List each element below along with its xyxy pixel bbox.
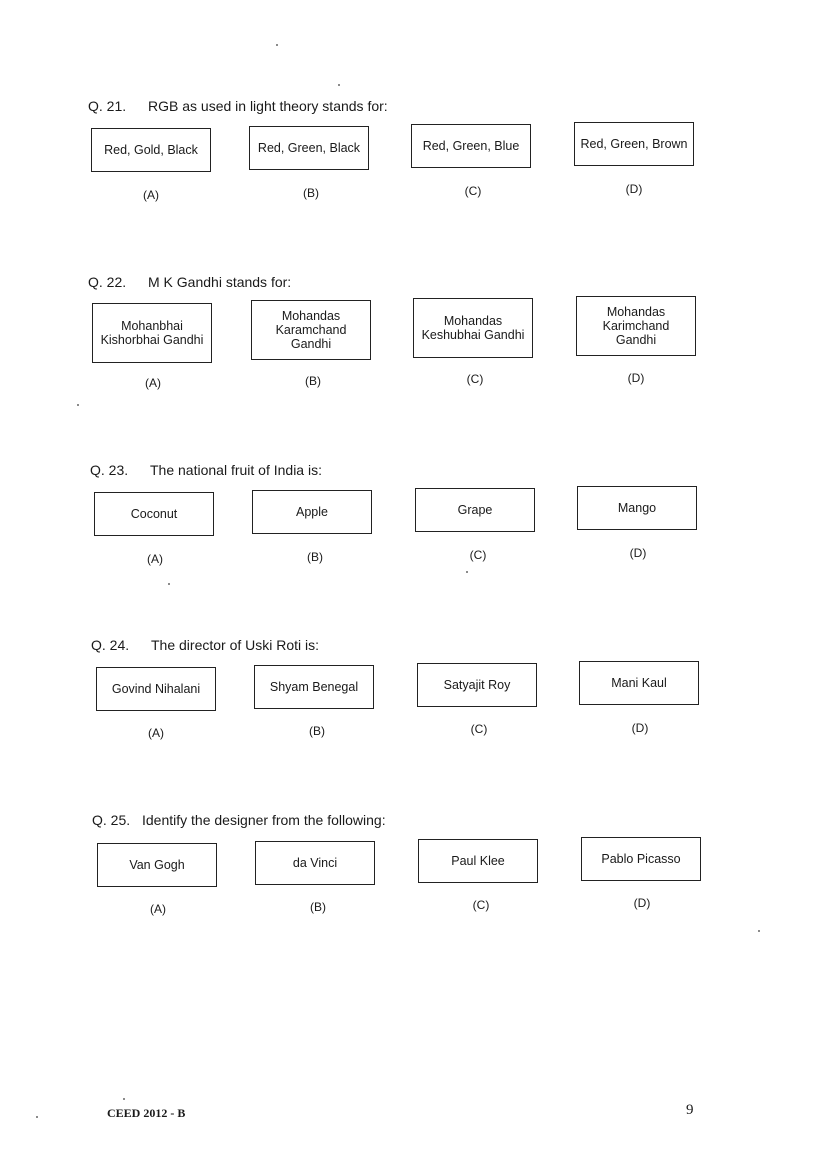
option-letter-b: (B) [310, 900, 326, 914]
scan-speck [276, 44, 278, 46]
option-letter-c: (C) [469, 548, 487, 562]
option-box-d[interactable]: Pablo Picasso [581, 837, 701, 881]
question-number: Q. 22. [88, 274, 127, 290]
scan-speck [36, 1116, 38, 1118]
option-letter-a: (A) [148, 726, 164, 740]
option-box-b[interactable]: da Vinci [255, 841, 375, 885]
option-box-c[interactable]: Mohandas Keshubhai Gandhi [413, 298, 533, 358]
page-number: 9 [686, 1102, 694, 1118]
option-letter-d: (D) [625, 182, 643, 196]
question-text: The national fruit of India is: [150, 462, 322, 478]
option-box-a[interactable]: Red, Gold, Black [91, 128, 211, 172]
scan-speck [123, 1098, 125, 1100]
option-letter-d: (D) [629, 546, 647, 560]
scan-speck [338, 84, 340, 86]
option-letter-d: (D) [631, 721, 649, 735]
option-letter-a: (A) [145, 376, 161, 390]
option-box-d[interactable]: Mohandas Karimchand Gandhi [576, 296, 696, 356]
scan-speck [168, 583, 170, 585]
option-box-a[interactable]: Mohanbhai Kishorbhai Gandhi [92, 303, 212, 363]
option-letter-c: (C) [470, 722, 488, 736]
question-header [92, 812, 386, 828]
option-letter-c: (C) [464, 184, 482, 198]
option-box-a[interactable]: Coconut [94, 492, 214, 536]
scan-speck [466, 571, 468, 573]
option-letter-a: (A) [150, 902, 166, 916]
question-number: Q. 23. [90, 462, 129, 478]
option-box-d[interactable]: Mango [577, 486, 697, 530]
option-box-a[interactable]: Govind Nihalani [96, 667, 216, 711]
scan-speck [77, 404, 79, 406]
question-number: Q. 24. [91, 637, 130, 653]
option-box-b[interactable]: Mohandas Karamchand Gandhi [251, 300, 371, 360]
option-box-b[interactable]: Shyam Benegal [254, 665, 374, 709]
option-letter-b: (B) [307, 550, 323, 564]
question-header [88, 98, 388, 114]
question-header [88, 274, 291, 290]
option-letter-c: (C) [472, 898, 490, 912]
option-box-c[interactable]: Red, Green, Blue [411, 124, 531, 168]
question-number: Q. 21. [88, 98, 127, 114]
question-number: Q. 25. [92, 812, 131, 828]
option-letter-c: (C) [466, 372, 484, 386]
question-text: Identify the designer from the following: [142, 812, 386, 828]
question-text: M K Gandhi stands for: [148, 274, 292, 290]
question-text: The director of Uski Roti is: [151, 637, 320, 653]
option-letter-b: (B) [309, 724, 325, 738]
question-header [91, 637, 319, 653]
option-box-c[interactable]: Paul Klee [418, 839, 538, 883]
option-letter-d: (D) [633, 896, 651, 910]
option-box-d[interactable]: Red, Green, Brown [574, 122, 694, 166]
option-letter-b: (B) [303, 186, 319, 200]
option-box-c[interactable]: Satyajit Roy [417, 663, 537, 707]
option-box-c[interactable]: Grape [415, 488, 535, 532]
exam-code: CEED 2012 - B [107, 1106, 186, 1120]
option-letter-a: (A) [147, 552, 163, 566]
scan-speck [758, 930, 760, 932]
question-header [90, 462, 322, 478]
option-letter-d: (D) [627, 371, 645, 385]
option-letter-a: (A) [143, 188, 159, 202]
option-box-b[interactable]: Red, Green, Black [249, 126, 369, 170]
option-box-b[interactable]: Apple [252, 490, 372, 534]
question-text: RGB as used in light theory stands for: [148, 98, 388, 114]
option-box-d[interactable]: Mani Kaul [579, 661, 699, 705]
option-letter-b: (B) [305, 374, 321, 388]
option-box-a[interactable]: Van Gogh [97, 843, 217, 887]
